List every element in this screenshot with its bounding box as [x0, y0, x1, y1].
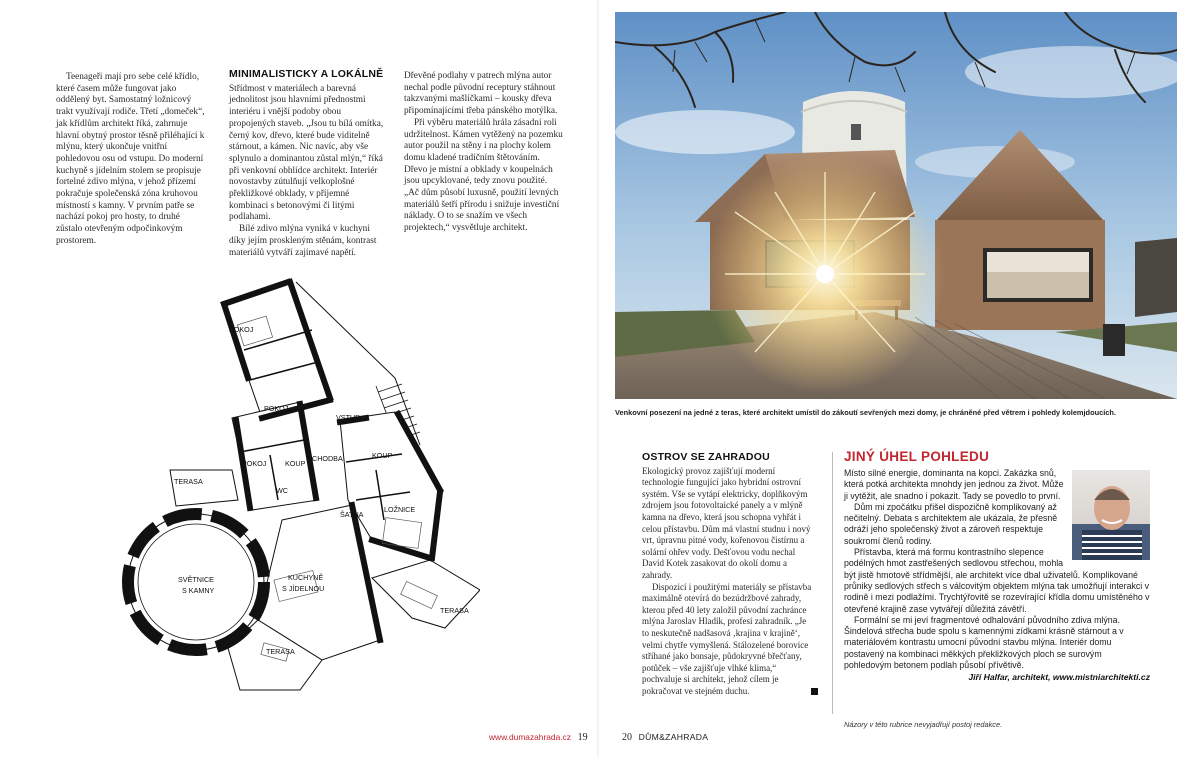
section-heading-minimalisticky: MINIMALISTICKY A LOKÁLNĚ — [229, 68, 384, 80]
article-column-4 — [642, 452, 814, 697]
article-column-1 — [56, 72, 208, 248]
plan-label-kuchyne-jidelna: S JÍDELNOU — [282, 584, 325, 593]
article-paragraph: Dispozicí i použitými materiály se přístavba maximálně otevírá do bezúdržbové zahrady, kterou před 40 lety založil původní zachránce mlýna Jaroslav Hladík, profesí zahradník. „Je to neskutečně nadšasová ‚krajina v krajině‘, velmi chytře vymyšlená. Stálozelené borovice stříhané jako bonsaje, půdokryvné břečťany, potůček – vše zajišťuje vlhké klima,“ pochvaluje si architekt, jehož cílem je pokračovat ve stejném duchu. — [642, 581, 812, 696]
house-photo — [615, 12, 1177, 399]
plan-label-pokoj: POKOJ — [229, 325, 254, 334]
article-column-2 — [229, 69, 386, 259]
right-page — [600, 0, 1200, 757]
author-portrait — [1072, 470, 1150, 560]
article-paragraph: Dřevěné podlahy v patrech mlýna autor nechal podle původní receptury stáhnout takzvanými mašličkami – kousky dřeva připomínajícími třeba pánského motýlka. — [404, 71, 558, 117]
footer-right — [622, 732, 708, 743]
sidebar-paragraph: Dům mi zpočátku přišel dispozičně komplikovaný až nečitelný. Debata s architektem ale ukázala, že přesně odráží jeho společenský život a zároveň respektuje soukromí členů rodiny. — [844, 501, 1058, 546]
article-paragraph: Bílé zdivo mlýna vyniká v kuchyni díky jejím proskleným stěnám, kontrast materiálů vytváří zajímavé napětí. — [229, 224, 377, 258]
photo-caption: Venkovní posezení na jedné z teras, které architekt umístil do zákoutí sevřených mezi domy, je chráněné před větrem i pohledy kolemjdoucích. — [615, 408, 1116, 417]
end-mark-icon — [811, 688, 818, 695]
plan-label-koupelna: KOUP — [372, 451, 393, 460]
plan-label-kuchyne: KUCHYNĚ — [288, 573, 324, 582]
editorial-disclaimer: Názory v této rubrice nevyjadřují postoj redakce. — [844, 720, 1003, 729]
plan-label-pokoj: POKOJ — [264, 404, 289, 413]
plan-label-terasa: TERASA — [266, 647, 295, 656]
article-paragraph: Při výběru materiálů hrála zásadní roli udržitelnost. Kámen vytěžený na pozemku autor použil na stěny i na plochy kolem domu kladené tradičním štětováním. Dřevo je místní a obklady v koupelnách jsou upcyklované, tedy znovu použité. „Ač dům působí luxusně, použití levných materiálů šetří přírodu i snižuje investiční náklady. O to se snažím ve všech projektech,“ vysvětluje architekt. — [404, 117, 563, 234]
footer-left — [489, 732, 588, 743]
plan-label-svetnice: SVĚTNICE — [178, 575, 214, 584]
article-paragraph: Střídmost v materiálech a barevná jednolitost jsou hlavními přednostmi interiéru i vnější podoby obou propojených staveb. „Jsou tu bílá omítka, černý kov, dřevo, které bude viditelně stárnout, a kámen. Nic navíc, aby vše splynulo a dominantou zůstal mlýn,“ říká při venkovní obhlídce architekt. Interiér novostavby zútulňují velkoplošné překližkové obklady, v příjemné kombinaci s betonovými či litými podlahami. — [229, 83, 384, 223]
sidebar-divider — [832, 452, 833, 714]
footer-website[interactable]: www.dumazahrada.cz — [489, 732, 571, 742]
sidebar-title: JINÝ ÚHEL POHLEDU — [844, 449, 990, 464]
plan-label-terasa: TERASA — [174, 477, 203, 486]
plan-label-chodba: CHODBA — [312, 454, 343, 463]
sidebar-paragraph: Místo silné energie, dominanta na kopci. Zakázka snů, která potká architekta mnohdy jen jednou za život. Může ji vytěžit, ale snadno i pokazit. Tady se povedlo to první. — [844, 468, 1064, 501]
plan-label-terasa: TERASA — [440, 606, 469, 615]
page-number: 19 — [577, 732, 588, 743]
sidebar — [844, 449, 1150, 682]
floor-plan — [110, 268, 480, 700]
section-heading-ostrov: OSTROV SE ZAHRADOU — [642, 451, 770, 463]
plan-label-wc: WC — [276, 486, 288, 495]
sidebar-paragraph: Formální se mi jeví fragmentové odhalování původního zdiva mlýna. Šindelová střecha bude spolu s kamennými zídkami krásně stárnout a v materiálovém kontrastu umocní původní stavbu mlýna. Interiér domu postavený na kombinaci měkkých překližkových ploch se surovým pohledovým betonem podlah působí přívětivě. — [844, 614, 1124, 671]
page-number: 20 — [622, 732, 632, 743]
plan-label-satna: ŠATNA — [340, 510, 364, 519]
plan-label-koupelna: KOUP — [285, 459, 306, 468]
plan-label-pokoj: POKOJ — [242, 459, 267, 468]
article-paragraph: Ekologický provoz zajišťují moderní technologie fungující jako hybridní ostrovní systém. Vše se vytápí elektricky, doplňkovým zdrojem jsou fotovoltaické panely a v mlýně kamna na dřevo, která jsou schopna vyhřát i celou přístavbu. Dům má vlastní studnu i nový vrt, úpravnu pitné vody, kořenovou čistírnu a solární ohřev vody. Dešťovou vodu nechal David Kotek zasakovat do okolí domu a zahrady. — [642, 465, 811, 580]
article-column-3 — [404, 71, 564, 235]
plan-label-svetnice-kamny: S KAMNY — [182, 586, 215, 595]
author-signature: Jiří Halfar, architekt, www.mistniarchitekti.cz — [968, 672, 1150, 683]
sidebar-paragraph: Přístavba, která má formu kontrastního slepence podélných hmot zastřešených sedlovou střechou, mohla být jistě hmotově střídmější, ale architekt více dbal uživatelů. Komplikované průniky sedlových střech s válcovitým objektem mlýna tak umožňují interakci v rodině i mezi podlažími. Trychtýřovitě se rozevírající křídla domu umístěného v otevřené krajině zase vytvářejí důležitá závětří. — [844, 547, 1150, 614]
magazine-brand: DŮM&ZAHRADA — [638, 732, 709, 742]
plan-label-loznice: LOŽNICE — [384, 505, 416, 514]
article-paragraph: Teenageři mají pro sebe celé křídlo, které časem může fungovat jako oddělený byt. Samostatný ložnicový trakt využívají rodiče. Třetí „domeček“, jak křídlům architekt říká, zahrnuje hlavní obytný prostor těsně přiléhající k mlýnu, který ukončuje vnitřní pohledovou osu od vstupu. Do moderní kuchyně s jídelním stolem se propisuje fortelné zdivo mlýna, v jehož přízemí pokračuje společenská zóna kruhovou místností s kamny. V prvním patře se nachází pokoj pro hosty, to druhé zůstalo otevřeným odpočinkovým prostorem. — [56, 72, 205, 246]
plan-label-vstup: VSTUP — [336, 413, 360, 422]
